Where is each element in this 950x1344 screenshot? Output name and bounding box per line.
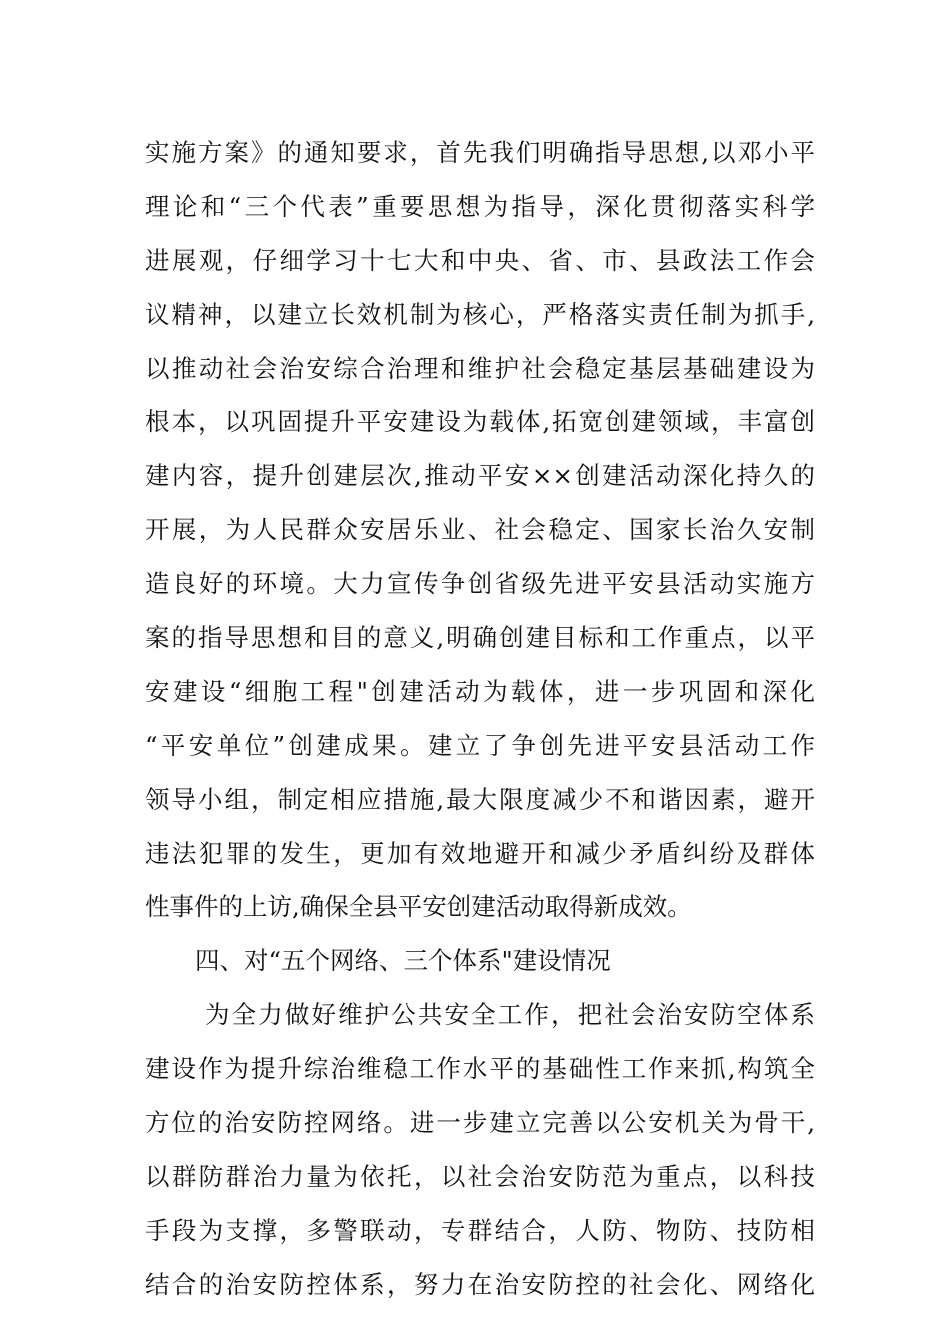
- text-line: 进展观，仔细学习十七大和中央、省、市、县政法工作会: [145, 245, 815, 275]
- text-line: 建设作为提升综治维稳工作水平的基础性工作来抓,构筑全: [145, 1054, 815, 1084]
- text-line: 安建设“细胞工程"创建活动为载体，进一步巩固和深化: [145, 676, 815, 706]
- text-line: 开展，为人民群众安居乐业、社会稳定、国家长治久安制: [145, 515, 815, 545]
- text-line: 以推动社会治安综合治理和维护社会稳定基层基础建设为: [145, 353, 815, 383]
- text-line: 理论和“三个代表”重要思想为指导，深化贯彻落实科学: [145, 191, 815, 221]
- section-heading: 四、对“五个网络、三个体系"建设情况: [195, 946, 611, 976]
- text-line: 实施方案》的通知要求，首先我们明确指导思想,以邓小平: [145, 138, 815, 167]
- text-line: 建内容，提升创建层次,推动平安××创建活动深化持久的: [145, 461, 815, 491]
- text-line: 为全力做好维护公共安全工作，把社会治安防空体系: [205, 1000, 815, 1030]
- text-line: “平安单位”创建成果。建立了争创先进平安县活动工作: [145, 730, 815, 760]
- text-line: 议精神，以建立长效机制为核心，严格落实责任制为抓手,: [145, 299, 815, 329]
- text-line: 手段为支撑，多警联动，专群结合，人防、物防、技防相: [145, 1215, 815, 1245]
- text-line: 性事件的上访,确保全县平安创建活动取得新成效。: [145, 892, 692, 922]
- text-line: 造良好的环境。大力宣传争创省级先进平安县活动实施方: [145, 569, 815, 599]
- text-line: 案的指导思想和目的意义,明确创建目标和工作重点，以平: [145, 623, 815, 653]
- text-line: 领导小组，制定相应措施,最大限度减少不和谐因素，避开: [145, 784, 815, 814]
- text-line: 结合的治安防控体系，努力在治安防控的社会化、网络化: [145, 1269, 815, 1299]
- text-line: 以群防群治力量为依托，以社会治安防范为重点，以科技: [145, 1161, 815, 1191]
- text-line: 违法犯罪的发生，更加有效地避开和减少矛盾纠纷及群体: [145, 838, 815, 868]
- text-line: 方位的治安防控网络。进一步建立完善以公安机关为骨干,: [145, 1108, 815, 1138]
- body-text: [145, 126, 815, 1312]
- text-line: 根本，以巩固提升平安建设为载体,拓宽创建领域，丰富创: [145, 407, 815, 437]
